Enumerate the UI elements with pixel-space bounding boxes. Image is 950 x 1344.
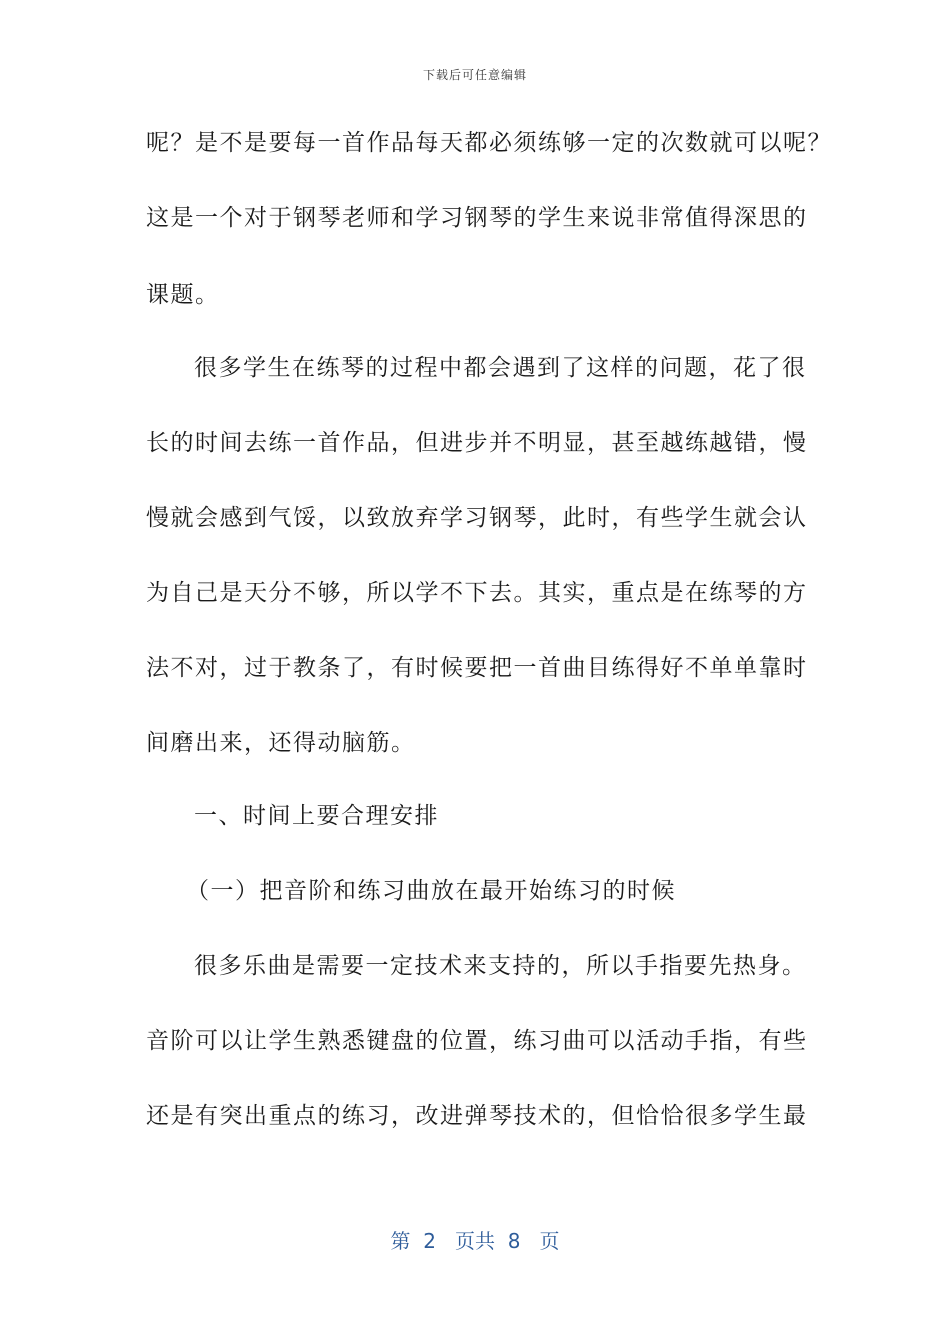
footer-suffix: 页	[539, 1229, 560, 1253]
current-page-number: 2	[423, 1229, 436, 1253]
footer-middle: 页共	[455, 1229, 495, 1253]
text-line: 间磨出来，还得动脑筋。	[146, 730, 416, 756]
total-pages-number: 8	[507, 1229, 521, 1253]
text-line: 为自己是天分不够，所以学不下去。其实，重点是在练琴的方	[146, 580, 808, 606]
text-line: 呢？是不是要每一首作品每天都必须练够一定的次数就可以呢？	[146, 130, 832, 156]
text-line: 慢就会感到气馁，以致放弃学习钢琴，此时，有些学生就会认	[146, 505, 808, 531]
page-footer	[0, 1225, 950, 1254]
footer-prefix: 第	[390, 1229, 411, 1253]
paragraph-first-line: 很多乐曲是需要一定技术来支持的，所以手指要先热身。	[194, 953, 807, 979]
header-note: 下载后可任意编辑	[422, 68, 527, 82]
text-line: 音阶可以让学生熟悉键盘的位置，练习曲可以活动手指，有些	[146, 1028, 808, 1054]
text-line: 还是有突出重点的练习，改进弹琴技术的，但恰恰很多学生最	[146, 1103, 808, 1129]
paragraph-first-line: 很多学生在练琴的过程中都会遇到了这样的问题，花了很	[194, 355, 807, 381]
section-heading: 一、时间上要合理安排	[194, 803, 439, 829]
text-line: 课题。	[146, 282, 220, 308]
text-line: 长的时间去练一首作品，但进步并不明显，甚至越练越错，慢	[146, 430, 808, 456]
text-line: 这是一个对于钢琴老师和学习钢琴的学生来说非常值得深思的	[146, 205, 808, 231]
text-line: 法不对，过于教条了，有时候要把一首曲目练得好不单单靠时	[146, 655, 808, 681]
subsection-heading: （一）把音阶和练习曲放在最开始练习的时候	[186, 878, 676, 904]
